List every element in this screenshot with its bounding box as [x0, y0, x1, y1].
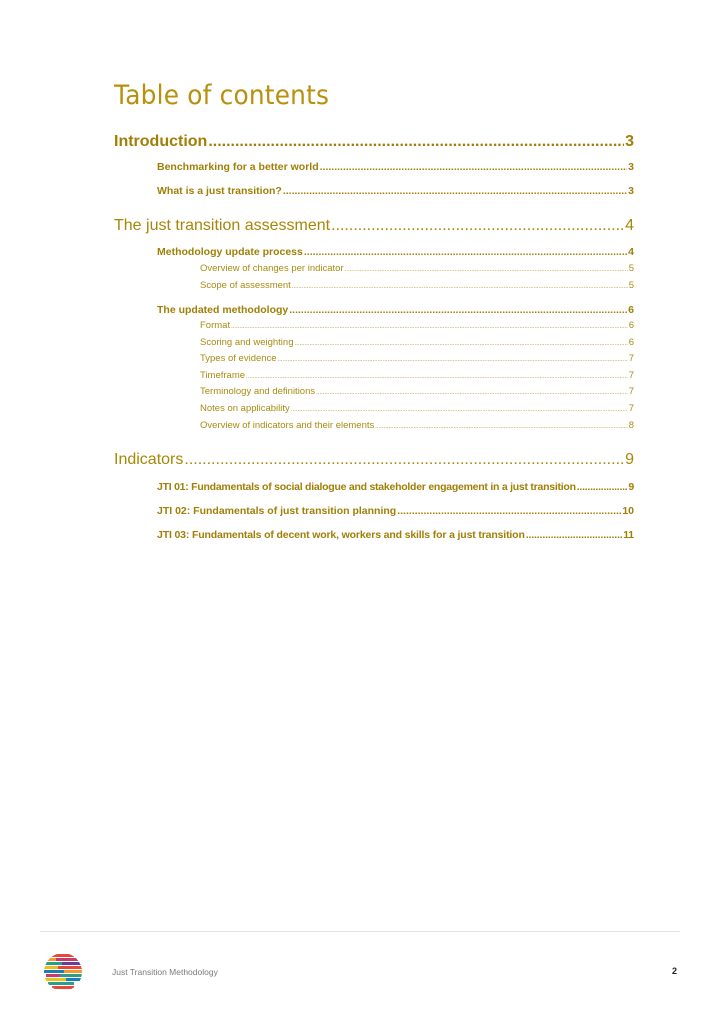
toc-entry-page: 7 — [628, 403, 634, 414]
toc-entry-label: Scoring and weighting — [200, 337, 294, 348]
toc-entry-page: 6 — [628, 304, 634, 316]
footer-page-number: 2 — [672, 966, 678, 976]
leader-dots — [304, 246, 627, 258]
leader-dots — [184, 451, 624, 469]
toc-entry-label: JTI 02: Fundamentals of just transition planning — [157, 505, 397, 517]
toc-entry-terminology[interactable] — [200, 386, 634, 397]
leader-dots — [345, 267, 628, 273]
toc-entry-page: 9 — [628, 481, 634, 493]
toc-entry-what-is-just-transition[interactable] — [157, 185, 634, 197]
toc-entry-page: 7 — [628, 370, 634, 381]
toc-entry-label: The just transition assessment — [114, 217, 331, 234]
toc-entry-jti-01[interactable] — [157, 481, 634, 493]
toc-entry-page: 3 — [628, 185, 634, 197]
toc-entry-page: 5 — [628, 280, 634, 291]
toc-entry-page: 8 — [628, 420, 634, 431]
toc-entry-page: 11 — [623, 529, 634, 541]
toc-entry-label: Indicators — [114, 451, 184, 468]
toc-entry-page: 10 — [622, 505, 634, 517]
leader-dots — [331, 217, 624, 235]
toc-entry-label: The updated methodology — [157, 304, 289, 316]
toc-entry-label: Terminology and definitions — [200, 386, 316, 397]
toc-entry-label: Format — [200, 320, 231, 331]
leader-dots — [577, 481, 628, 493]
toc-entry-assessment[interactable] — [114, 217, 634, 235]
toc-entry-label: Types of evidence — [200, 353, 277, 364]
toc-entry-jti-03[interactable] — [157, 529, 634, 541]
toc-entry-label: What is a just transition? — [157, 185, 282, 197]
toc-entry-label: Overview of changes per indicator — [200, 263, 344, 274]
leader-dots — [289, 304, 627, 316]
toc-entry-page: 4 — [628, 246, 634, 258]
toc-entry-benchmarking[interactable] — [157, 161, 634, 173]
toc-entry-methodology-update[interactable] — [157, 246, 634, 258]
toc-entry-label: Methodology update process — [157, 246, 303, 258]
toc-entry-overview-indicators[interactable] — [200, 420, 634, 431]
toc-entry-label: Notes on applicability — [200, 403, 290, 414]
toc-entry-label: Timeframe — [200, 370, 246, 381]
toc-entry-page: 6 — [628, 320, 634, 331]
leader-dots — [526, 529, 622, 541]
leader-dots — [292, 284, 628, 290]
toc-entry-page: 5 — [628, 263, 634, 274]
leader-dots — [375, 424, 627, 430]
toc-entry-page: 9 — [625, 451, 634, 468]
leader-dots — [246, 374, 628, 380]
toc-entry-label: Introduction — [114, 133, 208, 150]
leader-dots — [397, 505, 621, 517]
toc-entry-scope[interactable] — [200, 280, 634, 291]
toc-entry-notes-applicability[interactable] — [200, 403, 634, 414]
wba-logo-icon — [42, 952, 84, 992]
footer-divider — [40, 931, 680, 932]
leader-dots — [208, 133, 624, 151]
toc-entry-page: 7 — [628, 353, 634, 364]
toc-entry-page: 4 — [625, 217, 634, 234]
toc-entry-timeframe[interactable] — [200, 370, 634, 381]
toc-entry-page: 3 — [625, 133, 634, 150]
toc-entry-jti-02[interactable] — [157, 505, 634, 517]
toc-entry-page: 6 — [628, 337, 634, 348]
toc-entry-scoring[interactable] — [200, 337, 634, 348]
toc-entry-page: 7 — [628, 386, 634, 397]
toc-entry-label: JTI 01: Fundamentals of social dialogue and stakeholder engagement in a just transition — [157, 481, 576, 493]
toc-entry-format[interactable] — [200, 320, 634, 331]
leader-dots — [283, 185, 627, 197]
footer-document-name: Just Transition Methodology — [112, 967, 218, 977]
toc-entry-indicators[interactable] — [114, 451, 634, 469]
leader-dots — [231, 324, 628, 330]
toc-entry-types-of-evidence[interactable] — [200, 353, 634, 364]
toc-entry-updated-methodology[interactable] — [157, 304, 634, 316]
toc-entry-label: Overview of indicators and their elements — [200, 420, 375, 431]
toc-entry-page: 3 — [628, 161, 634, 173]
leader-dots — [294, 341, 627, 347]
leader-dots — [320, 161, 628, 173]
toc-entry-label: JTI 03: Fundamentals of decent work, workers and skills for a just transition — [157, 529, 525, 541]
toc-entry-label: Scope of assessment — [200, 280, 291, 291]
toc-entry-introduction[interactable] — [114, 133, 634, 151]
leader-dots — [291, 407, 628, 413]
toc-entry-overview-changes[interactable] — [200, 263, 634, 274]
toc-entry-label: Benchmarking for a better world — [157, 161, 319, 173]
leader-dots — [316, 390, 628, 396]
page-title: Table of contents — [114, 80, 330, 111]
leader-dots — [278, 357, 628, 363]
